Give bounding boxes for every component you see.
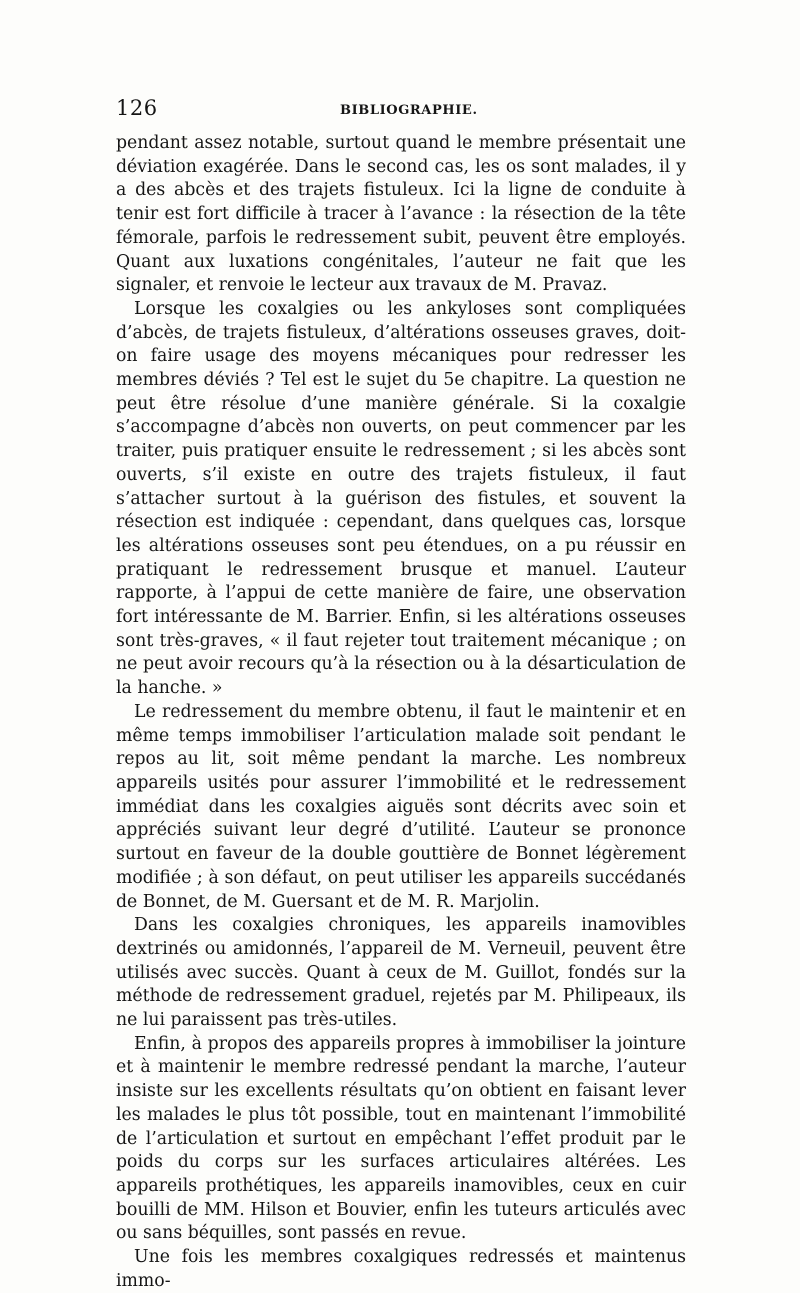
paragraph: Enfin, à propos des appareils propres à immobiliser la jointure et à maintenir le membre redressé pendant la marche, l’auteur insiste sur les excellents résultats qu’on obtient en faisant lever les malades le plus tôt possible, tout en maintenant l’immobilité de l’articulation et surtout en empêchant l’effet produit par le poids du corps sur les surfaces articulaires altérées. Les appareils prothétiques, les appareils inamovibles, ceux en cuir bouilli de MM. Hilson et Bouvier, enfin les tuteurs articulés avec ou sans béquilles, sont passés en revue. [116,1033,686,1244]
paragraph: Dans les coxalgies chroniques, les appareils inamovibles dextrinés ou amidonnés, l’appareil de M. Verneuil, peuvent être utilisés avec succès. Quant à ceux de M. Guillot, fondés sur la méthode de redressement graduel, rejetés par M. Philipeaux, ils ne lui paraissent pas très-utiles. [116,915,686,1031]
paragraph: Une fois les membres coxalgiques redressés et maintenus immo- [116,1247,686,1291]
body-text [116,132,686,1293]
page [116,96,686,1293]
paragraph: pendant assez notable, surtout quand le membre présentait une déviation exagérée. Dans le second cas, les os sont malades, il y a des abcès et des trajets fistuleux. Ici la ligne de conduite à tenir est fort difficile à tracer à l’avance : la résection de la tête fémorale, parfois le redressement subit, peuvent être employés. Quant aux luxations congénitales, l’auteur ne fait que les signaler, et renvoie le lecteur aux travaux de M. Pravaz. [116,133,686,296]
paragraph: Le redressement du membre obtenu, il faut le maintenir et en même temps immobiliser l’articulation malade soit pendant le repos au lit, soit même pendant la marche. Les nombreux appareils usités pour assurer l’immobilité et le redressement immédiat dans les coxalgies aiguës sont décrits avec soin et appréciés suivant leur degré d’utilité. L’auteur se prononce surtout en faveur de la double gouttière de Bonnet légèrement modifiée ; à son défaut, on peut utiliser les appareils succédanés de Bonnet, de M. Guersant et de M. R. Marjolin. [116,701,686,912]
page-header [116,96,686,124]
paragraph: Lorsque les coxalgies ou les ankyloses sont compliquées d’abcès, de trajets fistuleux, d’altérations osseuses graves, doit-on faire usage des moyens mécaniques pour redresser les membres déviés ? Tel est le sujet du 5e chapitre. La question ne peut être résolue d’une manière générale. Si la coxalgie s’accompagne d’abcès non ouverts, on peut commencer par les traiter, puis pratiquer ensuite le redressement ; si les abcès sont ouverts, s’il existe en outre des trajets fistuleux, il faut s’attacher surtout à la guérison des fistules, et souvent la résection est indiquée : cependant, dans quelques cas, lorsque les altérations osseuses sont peu étendues, on a pu réussir en pratiquant le redressement brusque et manuel. L’auteur rapporte, à l’appui de cette manière de faire, une observation fort intéressante de M. Barrier. Enfin, si les altérations osseuses sont très-graves, « il faut rejeter tout traitement mécanique ; on ne peut avoir recours qu’à la résection ou à la désarticulation de la hanche. » [116,298,686,699]
page-number: 126 [116,96,158,120]
running-title: BIBLIOGRAPHIE. [340,103,478,118]
